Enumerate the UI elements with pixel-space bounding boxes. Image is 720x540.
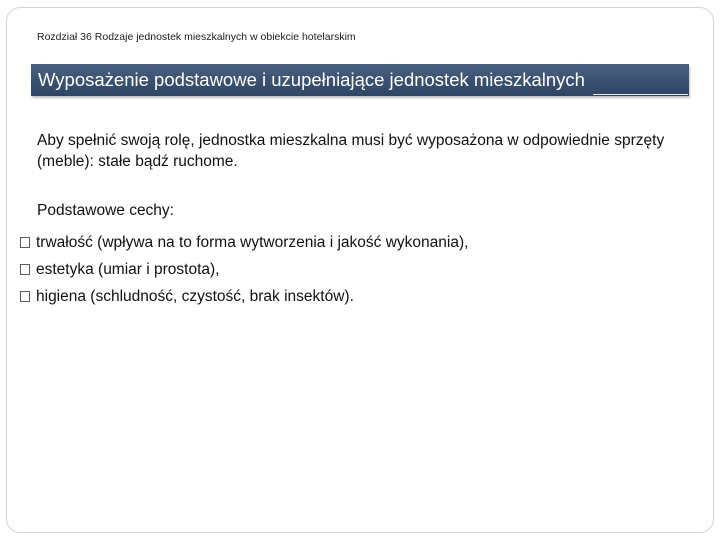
list-item (20, 283, 468, 310)
features-heading: Podstawowe cechy: (37, 202, 174, 219)
checkbox-bullet-icon (20, 291, 30, 302)
list-item (20, 256, 468, 283)
title-underline (593, 94, 688, 95)
list-item-text: higiena (schludność, czystość, brak insektów). (36, 287, 354, 305)
chapter-header: Rozdział 36 Rodzaje jednostek mieszkalnych w obiekcie hotelarskim (37, 31, 356, 43)
list-item (20, 229, 468, 256)
list-item-text: trwałość (wpływa na to forma wytworzenia i jakość wykonania), (36, 233, 469, 251)
slide-title: Wyposażenie podstawowe i uzupełniające jednostek mieszkalnych (38, 69, 585, 90)
title-bar (31, 64, 689, 96)
checkbox-bullet-icon (20, 264, 30, 275)
checkbox-bullet-icon (20, 237, 30, 248)
intro-paragraph: Aby spełnić swoją rolę, jednostka mieszkalna musi być wyposażona w odpowiednie sprzęty (meble): stałe bądź ruchome. (37, 132, 665, 170)
list-item-text: estetyka (umiar i prostota), (36, 260, 220, 278)
features-list (20, 229, 468, 310)
